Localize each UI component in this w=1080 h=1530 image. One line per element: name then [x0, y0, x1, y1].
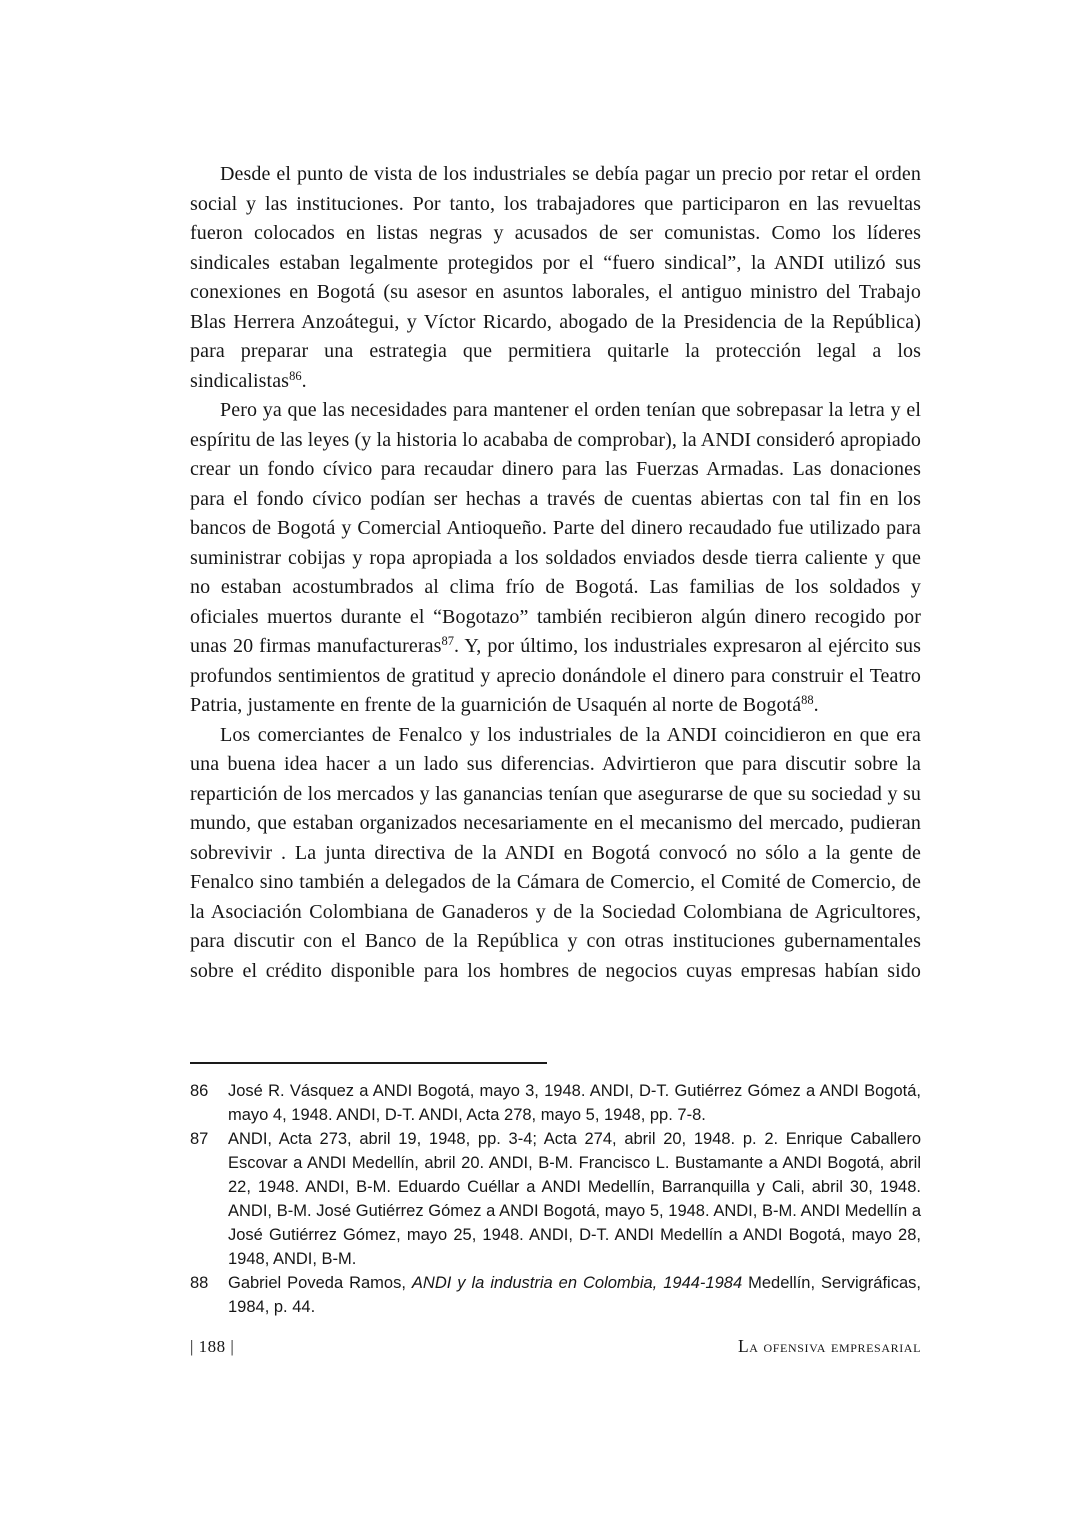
footnote-separator-rule: [190, 1062, 547, 1064]
footnote-reference: 87: [441, 634, 454, 648]
footnote-number: 86: [190, 1082, 209, 1100]
footnote-number: 88: [190, 1274, 209, 1292]
page-number: | 188 |: [190, 1337, 235, 1356]
footnote-text: ANDI, Acta 273, abril 19, 1948, pp. 3-4; Acta 274, abril 20, 1948. p. 2. Enrique Caballero Escovar a ANDI Medellín, abril 20. ANDI, B-M. Francisco L. Bustamante a ANDI Bogotá, abril 22, 1948. ANDI, B-M. Eduardo Cuéllar a ANDI Medellín, Barranquilla y Cali, abril 30, 1948. ANDI, B-M. José Gutiérrez Gómez a ANDI Bogotá, mayo 5, 1948. ANDI, B-M. ANDI Medellín a José Gutiérrez Gómez, mayo 25, 1948. ANDI, D-T. ANDI Medellín a ANDI Bogotá, mayo 28, 1948, ANDI, B-M.: [228, 1130, 921, 1268]
footnote-reference: 88: [801, 693, 814, 707]
footnote-86: [190, 1079, 921, 1127]
footnote-text: José R. Vásquez a ANDI Bogotá, mayo 3, 1948. ANDI, D-T. Gutiérrez Gómez a ANDI Bogotá, mayo 4, 1948. ANDI, D-T. ANDI, Acta 278, mayo 5, 1948, pp. 7-8.: [228, 1082, 921, 1124]
footnote-87: [190, 1127, 921, 1271]
italic-book-title: ANDI y la industria en Colombia, 1944-1984: [411, 1274, 743, 1292]
footnote-88: [190, 1271, 921, 1319]
page-footer: [190, 1336, 921, 1357]
running-title: La ofensiva empresarial: [737, 1336, 921, 1356]
footnotes-section: [190, 1079, 921, 1319]
paragraph-3: Los comerciantes de Fenalco y los industriales de la ANDI coincidieron en que era una buena idea hacer a un lado sus diferencias. Advirtieron que para discutir sobre la repartición de los mercados y las ganancias tenían que asegurarse de que su sociedad y su mundo, que estaban organizados necesariamente en el mecanismo del mercado, pudieran sobrevivir . La junta directiva de la ANDI en Bogotá convocó no sólo a la gente de Fenalco sino también a delegados de la Cámara de Comercio, el Comité de Comercio, de la Asociación Colombiana de Ganaderos y de la Sociedad Colombiana de Agricultores, para discutir con el Banco de la República y con otras instituciones gubernamentales sobre el crédito disponible para los hombres de negocios cuyas empresas habían sido: [190, 723, 921, 982]
paragraph-1: Desde el punto de vista de los industriales se debía pagar un precio por retar el orden social y las instituciones. Por tanto, los trabajadores que participaron en las revueltas fueron colocados en listas negras y acusados de ser comunistas. Como los líderes sindicales estaban legalmente protegidos por el “fuero sindical”, la ANDI utilizó sus conexiones en Bogotá (su asesor en asuntos laborales, el antiguo ministro del Trabajo Blas Herrera Anzoátegui, y Víctor Ricardo, abogado de la Presidencia de la República) para preparar una estrategia que permitiera quitarle la protección legal a los sindicalistas$^{86}$.: [190, 163, 921, 392]
footnote-text: Gabriel Poveda Ramos, ANDI y la industria en Colombia, 1944-1984 Medellín, Servigráficas, 1984, p. 44.: [228, 1274, 921, 1316]
body-text: [190, 160, 921, 986]
footnote-reference: 86: [289, 368, 302, 383]
footnote-number: 87: [190, 1130, 209, 1148]
paragraph-2: Pero ya que las necesidades para mantener el orden tenían que sobrepasar la letra y el espíritu de las leyes (y la historia lo acababa de comprobar), la ANDI consideró apropiado crear un fondo cívico para recaudar dinero para las Fuerzas Armadas. Las donaciones para el fondo cívico podían ser hechas a través de cuentas abiertas con tal fin en los bancos de Bogotá y Comercial Antioqueño. Parte del dinero recaudado fue utilizado para suministrar cobijas y ropa apropiada a los soldados enviados desde tierra caliente y que no estaban acostumbrados al clima frío de Bogotá. Las familias de los soldados y oficiales muertos durante el “Bogotazo” también recibieron algún dinero recogido por unas 20 firmas manufactureras$^{87}$. Y, por último, los industriales expresaron al ejército sus profundos sentimientos de gratitud y aprecio donándole el dinero para construir el Teatro Patria, justamente en frente de la guarnición de Usaquén al norte de Bogotá$^{88}$.: [190, 399, 921, 716]
